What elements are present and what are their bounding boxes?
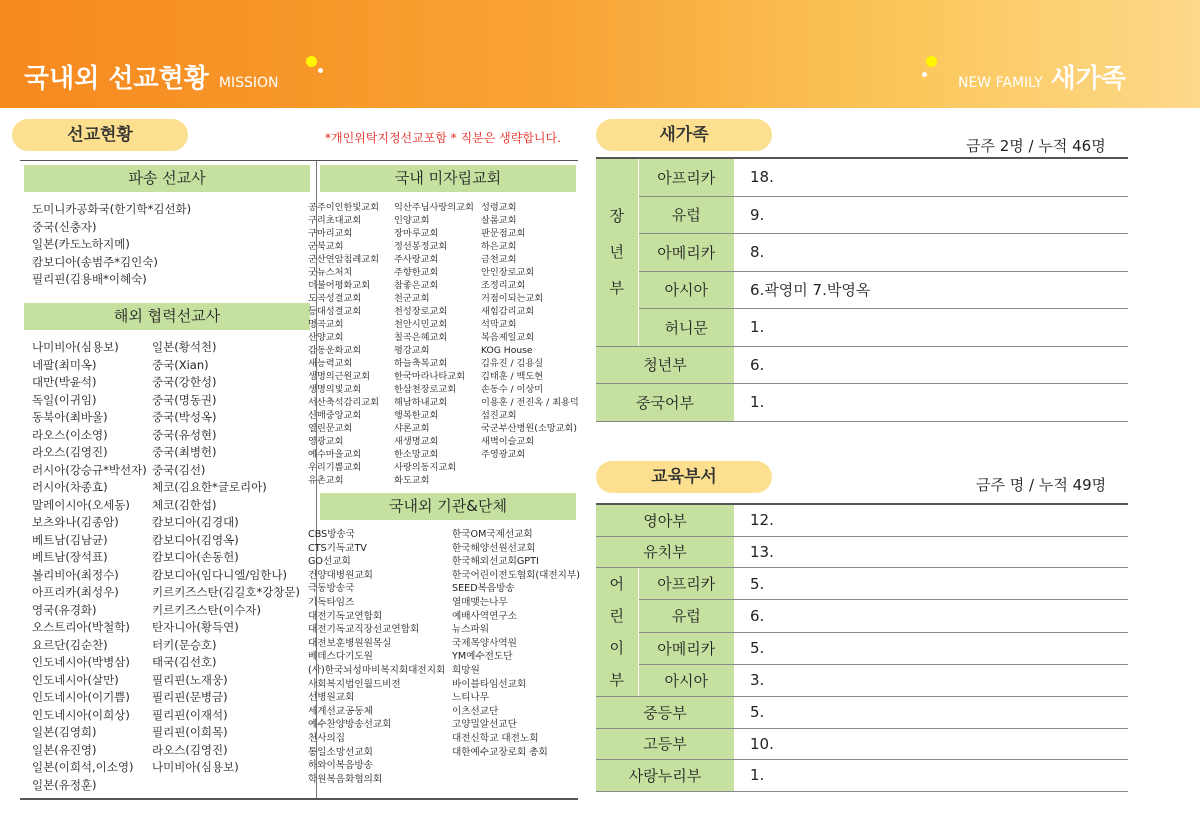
list-item: 터키(문승호) <box>152 637 217 652</box>
list-item: CTS기독교TV <box>308 542 367 554</box>
list-item: 러시아(강승규*박선자) <box>32 462 147 477</box>
mission-title-ko: 국내외 선교현황 <box>24 64 209 94</box>
table-row <box>596 505 1128 536</box>
list-item: 한국해양선원선교회 <box>452 542 536 554</box>
row-value: 9. <box>734 196 1128 234</box>
list-item: 학원복음화협의회 <box>308 773 383 785</box>
table-row <box>596 196 1128 234</box>
domestic-church-header: 국내 미자립교회 <box>320 165 576 192</box>
list-item: 중국(Xian) <box>152 357 209 372</box>
list-item: 하와이복음방송 <box>308 760 373 772</box>
list-item: 명곡교회 <box>308 319 344 330</box>
list-item: 극동방송국 <box>308 583 355 595</box>
table-row <box>596 632 1128 664</box>
table-row <box>596 600 1128 632</box>
table-row <box>596 309 1128 347</box>
newfamily-count: 금주 2명 / 누적 46명 <box>966 137 1106 155</box>
list-item: 일본(황석천) <box>152 340 217 354</box>
row-value: 18. <box>734 159 1128 196</box>
list-item: 나미비아(심용보) <box>152 760 239 774</box>
list-item: 안인장로교회 <box>481 267 535 278</box>
table-row <box>596 568 1128 600</box>
list-item: 키르키즈스탄(김길호*강창문) <box>152 585 301 599</box>
row-name: 허니문 <box>638 309 734 347</box>
mission-title <box>24 58 278 95</box>
partner-list-col1 <box>32 339 147 794</box>
row-name: 아시아 <box>638 271 734 309</box>
list-item: 캄보디아(임다니엘/임한나) <box>152 567 288 582</box>
list-item: 거점이되는교회 <box>481 293 544 304</box>
list-item: 키르키즈스탄(이수자) <box>152 602 261 617</box>
sent-missionary-list <box>32 201 191 289</box>
list-item: 이츠선교단 <box>452 705 499 717</box>
row-value: 12. <box>734 505 1128 536</box>
church-list-col3 <box>481 201 579 461</box>
list-item: 참좋은교회 <box>394 280 439 291</box>
list-item: 오스트리아(박철학) <box>32 620 130 634</box>
list-item: 군산연암침례교회 <box>308 254 380 265</box>
list-item: 새능력교회 <box>308 358 353 369</box>
yellow-dot-icon <box>306 56 317 67</box>
list-item: 체코(김요한*글로리아) <box>152 480 267 494</box>
table-row <box>596 536 1128 568</box>
list-item: 천성장로교회 <box>394 306 448 317</box>
row-value: 3. <box>734 664 1128 696</box>
list-item: 볼리비아(최정수) <box>32 567 119 582</box>
list-item: 라오스(이소영) <box>32 427 108 442</box>
education-tab: 교육부서 <box>596 461 772 493</box>
list-item: 일본(김영희) <box>32 725 97 739</box>
list-item: 일본(유정훈) <box>32 777 97 792</box>
partner-missionary-header: 해외 협력선교사 <box>24 303 310 330</box>
list-item: 요르단(김순찬) <box>32 637 108 652</box>
newfamily-tab: 새가족 <box>596 119 772 151</box>
list-item: 한삼천장로교회 <box>394 384 457 395</box>
list-item: 건양대병원교회 <box>308 569 373 581</box>
list-item: 성령교회 <box>481 202 517 213</box>
row-name: 청년부 <box>596 346 734 384</box>
list-item: 천군교회 <box>394 293 430 304</box>
row-value: 5. <box>734 568 1128 600</box>
list-item: 행복한교회 <box>394 410 439 421</box>
list-item: 금천교회 <box>481 254 517 265</box>
list-item: YM예수전도단 <box>452 651 513 663</box>
row-name: 아메리카 <box>638 632 734 664</box>
table-row <box>596 159 1128 196</box>
list-item: 탄자니아(황득연) <box>152 620 239 634</box>
list-item: 새힘감리교회 <box>481 306 535 317</box>
list-item: 김태훈 / 백도현 <box>481 371 544 382</box>
list-item: 장마루교회 <box>394 228 439 239</box>
list-item: 중국(김선) <box>152 462 206 477</box>
list-item: 희망원 <box>452 664 480 676</box>
list-item: 예배사역연구소 <box>452 610 517 622</box>
list-item: 하늘축복교회 <box>394 358 448 369</box>
list-item: 영국(유경화) <box>32 602 97 617</box>
list-item: 더불어평화교회 <box>308 280 371 291</box>
row-name: 아프리카 <box>638 159 734 196</box>
list-item: 화도교회 <box>394 475 430 486</box>
row-value: 1. <box>734 760 1128 792</box>
list-item: 인양교회 <box>394 215 430 226</box>
row-name: 유럽 <box>638 600 734 632</box>
header-banner <box>0 0 1200 108</box>
list-item: 통일소망선교회 <box>308 746 373 758</box>
list-item: 러시아(차종효) <box>32 480 108 494</box>
institution-list-col1 <box>308 528 445 786</box>
list-item: 천안시민교회 <box>394 319 448 330</box>
list-item: 선병원교회 <box>308 692 355 704</box>
list-item: 대전기독교연합회 <box>308 610 383 622</box>
mission-panel <box>20 160 578 800</box>
row-name: 유치부 <box>596 536 734 568</box>
row-value: 6. <box>734 600 1128 632</box>
row-name: 중등부 <box>596 697 734 729</box>
list-item: 주사랑교회 <box>394 254 439 265</box>
list-item: 섬진교회 <box>481 410 517 421</box>
list-item: 예수마을교회 <box>308 449 362 460</box>
list-item: GO선교회 <box>308 556 351 568</box>
list-item: 사회복지법인월드비전 <box>308 678 401 690</box>
list-item: 서산축석감리교회 <box>308 397 380 408</box>
list-item: 주영광교회 <box>481 449 526 460</box>
list-item: 인도네시아(박병삼) <box>32 655 130 669</box>
mission-note: *개인위탁지정선교포함 * 직분은 생략합니다. <box>325 131 561 145</box>
list-item: 뉴스파워 <box>452 624 490 636</box>
table-row <box>596 384 1128 422</box>
list-item: 새벽이슬교회 <box>481 436 535 447</box>
row-value: 6.곽영미 7.박영옥 <box>734 271 1128 309</box>
list-item: 대전보훈병원원목실 <box>308 637 392 649</box>
row-value: 5. <box>734 632 1128 664</box>
list-item: 한소망교회 <box>394 449 439 460</box>
list-item: 중국(박성옥) <box>152 410 217 424</box>
list-item: 고양밀알선교단 <box>452 719 517 731</box>
list-item: 등대성결교회 <box>308 306 362 317</box>
list-item: 열매맺는나무 <box>452 596 508 608</box>
list-item: 중국(최병헌) <box>152 445 217 459</box>
list-item: 정선봉정교회 <box>394 241 448 252</box>
institution-header: 국내외 기관&단체 <box>320 493 576 520</box>
list-item: 구마리교회 <box>308 228 353 239</box>
list-item: 인도네시아(살만) <box>32 672 119 687</box>
mission-title-en: MISSION <box>218 75 279 91</box>
list-item: 체코(김한섭) <box>152 497 217 512</box>
mission-tab: 선교현황 <box>12 119 188 151</box>
list-item: (사)한국뇌성마비복지회대전지회 <box>308 664 446 676</box>
table-row <box>596 728 1128 760</box>
list-item: 중국(유성현) <box>152 427 217 442</box>
list-item: 생명의근원교회 <box>308 371 371 382</box>
list-item: 캄보디아(손동헌) <box>152 550 239 564</box>
list-item: 칠곡은혜교회 <box>394 332 448 343</box>
list-item: 인도네시아(이기쁨) <box>32 690 130 704</box>
row-value: 10. <box>734 728 1128 760</box>
list-item: 인도네시아(이희상) <box>32 707 130 722</box>
list-item: 대만(박윤석) <box>32 375 97 389</box>
row-value: 1. <box>734 309 1128 347</box>
list-item: 감동운화교회 <box>308 345 362 356</box>
row-value: 6. <box>734 346 1128 384</box>
list-item: 도곡성결교회 <box>308 293 362 304</box>
church-list-col1 <box>308 201 379 487</box>
list-item: 생명의빛교회 <box>308 384 362 395</box>
list-item: 느티나무 <box>452 692 490 704</box>
row-value: 1. <box>734 384 1128 422</box>
list-item: 말레이시아(오세동) <box>32 497 130 512</box>
newfamily-title-en: NEW FAMILY <box>957 75 1043 91</box>
row-name: 유럽 <box>638 196 734 234</box>
list-item: SEED복음방송 <box>452 583 515 595</box>
list-item: 한국어린이전도협회(대전지부) <box>452 569 580 581</box>
list-item: 유촌교회 <box>308 475 344 486</box>
list-item: 하은교회 <box>481 241 517 252</box>
table-row <box>596 760 1128 792</box>
list-item: 세계선교공동체 <box>308 705 373 717</box>
list-item: 예수찬양방송선교회 <box>308 719 392 731</box>
row-name: 아메리카 <box>638 234 734 272</box>
list-item: 한국마라나타교회 <box>394 371 466 382</box>
list-item: 한국해외선교회GPTI <box>452 556 539 568</box>
list-item: 국제목양사역원 <box>452 637 517 649</box>
list-item: 손동수 / 이상미 <box>481 384 544 395</box>
list-item: 캄보디아(송범주*김인숙) <box>32 254 158 269</box>
row-name: 사랑누리부 <box>596 760 734 792</box>
table-row <box>596 271 1128 309</box>
list-item: 살롬교회 <box>481 215 517 226</box>
list-item: 일본(유진영) <box>32 742 97 757</box>
list-item: 평강교회 <box>394 345 430 356</box>
list-item: 김유진 / 김용실 <box>481 358 544 369</box>
education-count: 금주 명 / 누적 49명 <box>976 476 1107 494</box>
list-item: 해남하내교회 <box>394 397 448 408</box>
row-name: 영아부 <box>596 505 734 536</box>
group-label-cell <box>596 568 638 697</box>
list-item: 기독타임즈 <box>308 596 355 608</box>
list-item: 베트남(김남균) <box>32 532 108 547</box>
list-item: 새생명교회 <box>394 436 439 447</box>
partner-list-col2 <box>152 339 300 777</box>
list-item: 필리핀(김용배*이혜숙) <box>32 272 147 286</box>
group-label: 어린이부 <box>609 575 624 689</box>
list-item: 캄보디아(김경대) <box>152 515 239 529</box>
table-row <box>596 697 1128 729</box>
list-item: 굿뉴스처치 <box>308 267 353 278</box>
sent-missionary-header: 파송 선교사 <box>24 165 310 192</box>
list-item: 필리핀(문병금) <box>152 690 228 704</box>
list-item: 산양교회 <box>308 332 344 343</box>
list-item: 판문점교회 <box>481 228 526 239</box>
list-item: 중국(명동권) <box>152 392 217 407</box>
row-value: 8. <box>734 234 1128 272</box>
list-item: 우리기쁨교회 <box>308 462 362 473</box>
list-item: 주향한교회 <box>394 267 439 278</box>
list-item: 한국OM국제선교회 <box>452 529 533 540</box>
list-item: 영광교회 <box>308 436 344 447</box>
list-item: 바이블타임선교회 <box>452 678 527 690</box>
list-item: 나미비아(심용보) <box>32 340 119 354</box>
list-item: KOG House <box>481 345 533 356</box>
list-item: 조정리교회 <box>481 280 526 291</box>
list-item: 필리핀(노재웅) <box>152 672 228 687</box>
list-item: 베데스다기도원 <box>308 651 373 663</box>
list-item: 태국(김선호) <box>152 655 217 669</box>
list-item: 보츠와나(김종암) <box>32 515 119 529</box>
row-name: 중국어부 <box>596 384 734 422</box>
list-item: 대한예수교장로회 총회 <box>452 746 548 758</box>
white-dot-icon <box>922 72 927 77</box>
group-label: 장년부 <box>609 207 624 298</box>
list-item: 라오스(김영진) <box>152 742 228 757</box>
list-item: 일본(카도노하지메) <box>32 237 130 251</box>
list-item: 석막교회 <box>481 319 517 330</box>
list-item: 국군부산병원(소망교회) <box>481 423 577 434</box>
list-item: 동북아(최바울) <box>32 410 108 424</box>
list-item: 천사의집 <box>308 732 346 744</box>
row-name: 고등부 <box>596 728 734 760</box>
list-item: 대전기독교직장선교연합회 <box>308 624 420 636</box>
table-row <box>596 234 1128 272</box>
list-item: 이용훈 / 전진옥 / 최용덕 <box>481 397 579 408</box>
row-name: 아시아 <box>638 664 734 696</box>
list-item: 신매중앙교회 <box>308 410 362 421</box>
list-item: 캄보디아(김영옥) <box>152 532 239 547</box>
list-item: 공주이인한빛교회 <box>308 202 380 213</box>
newfamily-title <box>958 58 1126 95</box>
list-item: 중국(강한성) <box>152 375 217 389</box>
list-item: CBS방송국 <box>308 529 356 540</box>
row-value: 5. <box>734 697 1128 729</box>
list-item: 열린문교회 <box>308 423 353 434</box>
list-item: 복음제일교회 <box>481 332 535 343</box>
list-item: 일본(이희석,이소영) <box>32 760 134 774</box>
list-item: 네팔(최미옥) <box>32 357 97 372</box>
white-dot-icon <box>318 68 323 73</box>
list-item: 익산주님사랑의교회 <box>394 202 474 213</box>
list-item: 군북교회 <box>308 241 344 252</box>
list-item: 대전신학교 대전노회 <box>452 732 539 744</box>
list-item: 독일(이귀임) <box>32 392 97 407</box>
list-item: 베트남(장석표) <box>32 550 108 564</box>
yellow-dot-icon <box>926 56 937 67</box>
row-name: 아프리카 <box>638 568 734 600</box>
row-value: 13. <box>734 536 1128 568</box>
group-label-cell <box>596 159 638 346</box>
list-item: 라오스(김영진) <box>32 445 108 459</box>
church-list-col2 <box>394 201 474 487</box>
institution-list-col2 <box>452 528 580 759</box>
list-item: 필리핀(이희목) <box>152 725 228 739</box>
list-item: 샤론교회 <box>394 423 430 434</box>
list-item: 중국(신충자) <box>32 219 97 234</box>
table-row <box>596 664 1128 696</box>
list-item: 도미니카공화국(한기학*김선화) <box>32 202 192 216</box>
newfamily-title-ko: 새가족 <box>1050 64 1126 94</box>
table-row <box>596 346 1128 384</box>
list-item: 구리초대교회 <box>308 215 362 226</box>
education-table <box>596 505 1128 792</box>
newfamily-table <box>596 159 1128 422</box>
list-item: 사랑의동지교회 <box>394 462 457 473</box>
list-item: 필리핀(이재석) <box>152 707 228 722</box>
list-item: 아프리카(최성우) <box>32 585 119 599</box>
